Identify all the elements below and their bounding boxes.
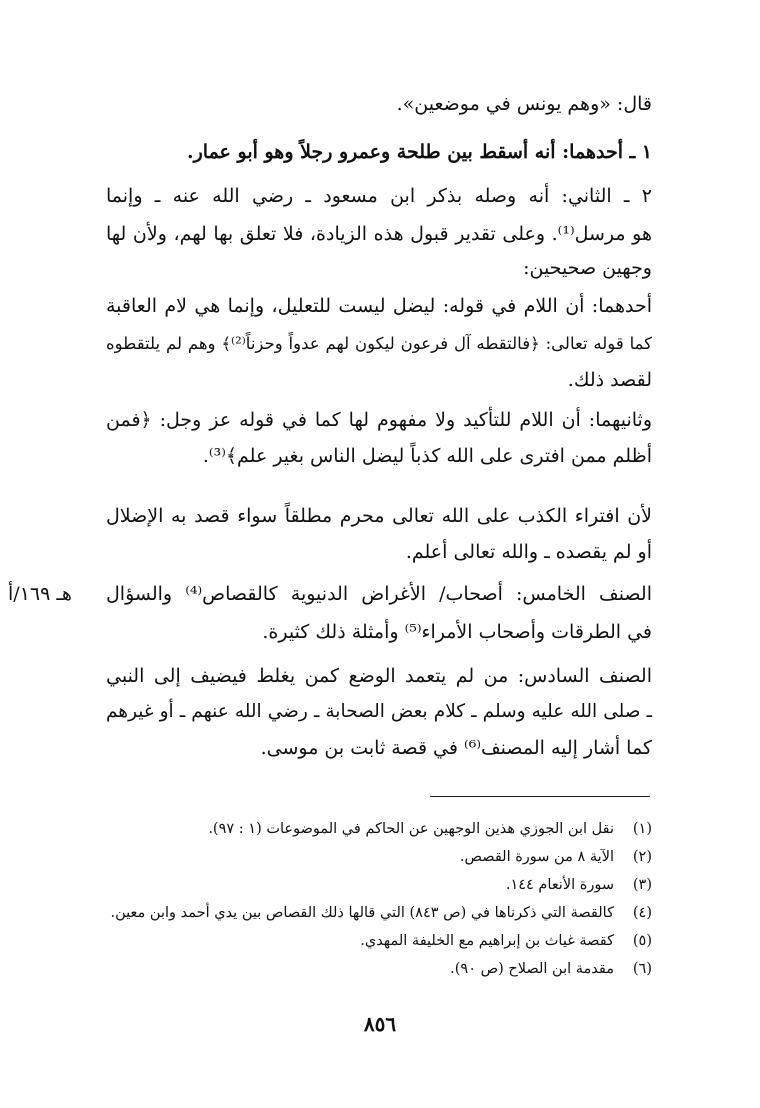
body-line: ١ ـ أحدهما: أنه أسقط بين طلحة وعمرو رجلاً وهو أبو عمار. [186, 141, 652, 163]
body-line: أو لم يقصده ـ والله تعالى أعلم. [405, 541, 652, 563]
body-line: هو مرسل⁽¹⁾. وعلى تقدير قبول هذه الزيادة، فلا تعلق بها لهم، ولأن لها [106, 223, 652, 245]
footnote [60, 844, 652, 870]
footnote [60, 816, 652, 842]
page-number: ٨٥٦ [363, 1012, 397, 1036]
margin-manuscript-reference: هـ ١٦٩/أ [8, 583, 72, 605]
footnote [60, 928, 652, 954]
body-line: أظلم ممن افترى على الله كذباً ليضل الناس بغير علم﴾⁽³⁾. [202, 445, 652, 467]
footnote-number: (٤) [632, 905, 652, 921]
body-line: وجهين صحيحين: [523, 257, 652, 279]
footnote-text: مقدمة ابن الصلاح (ص ٩٠). [450, 961, 614, 977]
footnote-number: (٥) [632, 933, 652, 949]
body-line: ـ صلى الله عليه وسلم ـ كلام بعض الصحابة ـ رضي الله عنهم ـ أو غيرهم [106, 701, 652, 722]
body-line: الصنف الخامس: أصحاب/ الأغراض الدنيوية كالقصاص⁽⁴⁾ والسؤال [106, 583, 652, 605]
footnote [60, 872, 652, 898]
body-line: لقصد ذلك. [567, 369, 652, 391]
footnote-text: كالقصة التي ذكرناها في (ص ٨٤٣) التي قالها ذلك القصاص بين يدي أحمد وابن معين. [110, 905, 614, 921]
footnote-text: سورة الأنعام ١٤٤. [505, 877, 614, 893]
body-line: في الطرقات وأصحاب الأمراء⁽⁵⁾ وأمثلة ذلك كثيرة. [262, 621, 652, 643]
body-line: كما قوله تعالى: ﴿فالتقطه آل فرعون ليكون لهم عدواً وحزناً⁽²⁾﴾ وهم لم يلتقطوه [106, 334, 653, 353]
footnote-number: (١) [632, 821, 652, 837]
footnote-number: (٢) [632, 849, 652, 865]
footnote [60, 900, 652, 926]
body-line: قال: «وهم يونس في موضعين». [396, 93, 652, 115]
footnote [60, 956, 652, 982]
footnote-separator [430, 796, 650, 797]
body-line: الصنف السادس: من لم يتعمد الوضع كمن يغلط فيضيف إلى النبي [106, 665, 652, 687]
body-line: أحدهما: أن اللام في قوله: ليضل ليست للتعليل، وإنما هي لام العاقبة [106, 295, 652, 317]
footnote-number: (٣) [632, 877, 652, 893]
footnote-text: كقصة غياث بن إبراهيم مع الخليفة المهدي. [360, 933, 614, 949]
body-line: وثانيهما: أن اللام للتأكيد ولا مفهوم لها كما في قوله عز وجل: ﴿فمن [106, 409, 652, 431]
footnote-text: نقل ابن الجوزي هذين الوجهين عن الحاكم في الموضوعات (١ : ٩٧). [208, 821, 614, 837]
body-line: لأن افتراء الكذب على الله تعالى محرم مطلقاً سواء قصد به الإضلال [106, 505, 652, 527]
footnote-text: الآية ٨ من سورة القصص. [459, 849, 614, 865]
body-line: كما أشار إليه المصنف⁽⁶⁾ في قصة ثابت بن موسى. [260, 737, 652, 759]
body-line: ٢ ـ الثاني: أنه وصله بذكر ابن مسعود ـ رضي الله عنه ـ وإنما [106, 185, 652, 207]
footnote-number: (٦) [632, 961, 652, 977]
